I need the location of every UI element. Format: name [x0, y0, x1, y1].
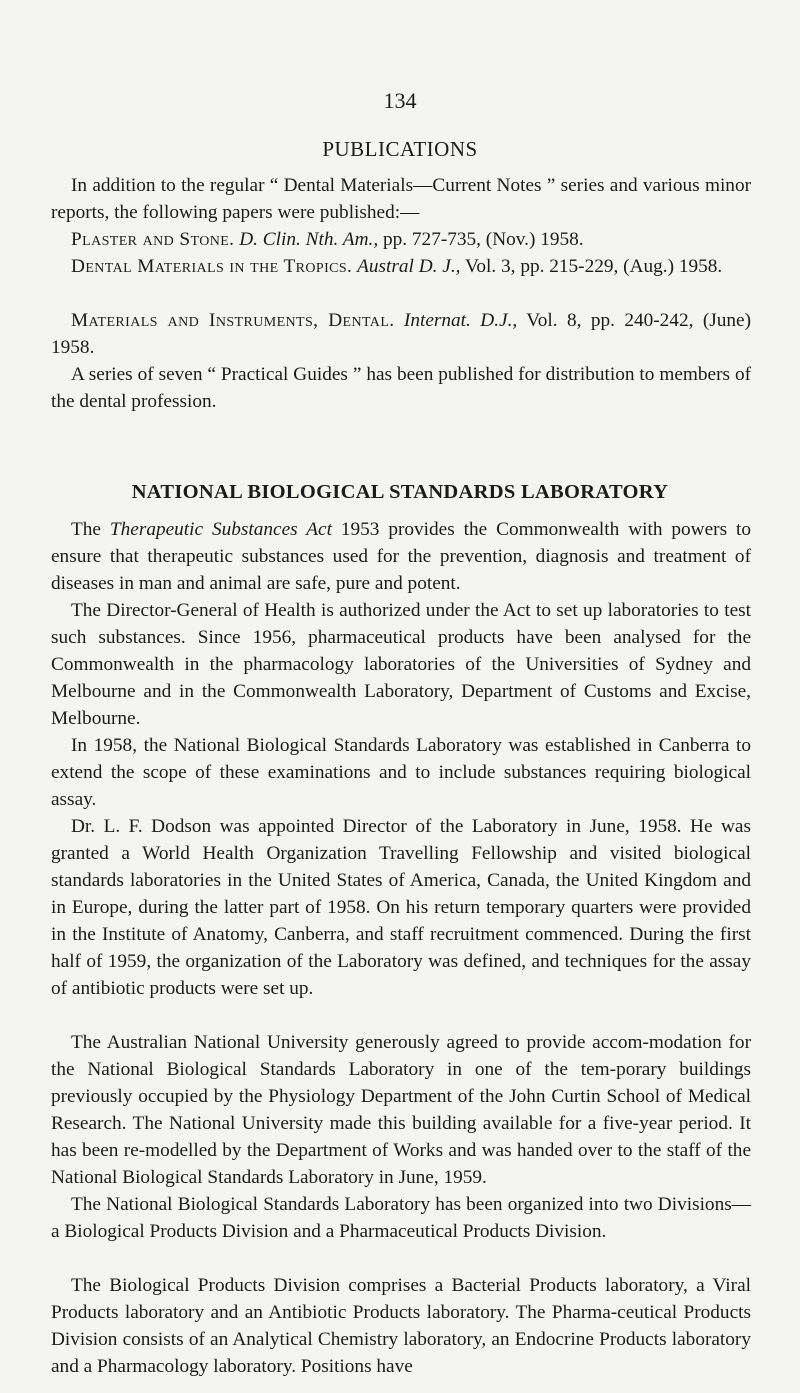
nbsl-heading: NATIONAL BIOLOGICAL STANDARDS LABORATORY: [131, 481, 669, 503]
nbsl-paragraph-4: Dr. L. F. Dodson was appointed Director of the Laboratory in June, 1958. He was granted a World Health Organization Travelling Fellowship and visited biological standards laboratories in the United States of America, Canada, the United Kingdom and in Europe, during the latter part of 1958. On his return temporary quarters were provided in the Institute of Anatomy, Canberra, and staff recruitment commenced. During the first half of 1959, the organization of the Laboratory was defined, and techniques for the assay of antibiotic products were set up.: [51, 816, 751, 999]
nbsl-paragraph-2: The Director-General of Health is authorized under the Act to set up laboratories to test such substances. Since 1956, pharmaceutical products have been analysed for the Commonwealth in the pharmacology laboratories of the Universities of Sydney and Melbourne and in the Commonwealth Laboratory, Department of Customs and Excise, Melbourne.: [51, 600, 751, 729]
publications-intro: In addition to the regular “ Dental Materials—Current Notes ” series and various minor reports, the following papers were published:—: [51, 175, 751, 223]
page-number: 134: [383, 88, 417, 113]
paper-entry: [51, 226, 751, 253]
publications-heading: PUBLICATIONS: [322, 137, 478, 161]
paper-details: pp. 727-735, (Nov.) 1958.: [382, 229, 584, 250]
paper-journal: D. Clin. Nth. Am.,: [239, 229, 379, 250]
nbsl-paragraph-7: The Biological Products Division comprises a Bacterial Products laboratory, a Viral Products laboratory and an Antibiotic Products laboratory. The Pharma-ceutical Products Division consists of an Analytical Chemistry laboratory, an Endocrine Products laboratory and a Pharmacology laboratory. Positions have: [51, 1275, 751, 1377]
paper-title: Materials and Instruments, Dental.: [71, 310, 395, 331]
paper-journal: Austral D. J.,: [357, 256, 461, 277]
paper-title: Dental Materials in the Tropics.: [71, 256, 353, 277]
act-title: Therapeutic Substances Act: [109, 519, 332, 540]
paper-details: Vol. 8, pp. 240-242, (June) 1958.: [51, 310, 751, 358]
paper-entry: [51, 307, 751, 361]
paper-title: Plaster and Stone.: [71, 229, 235, 250]
nbsl-paragraph-5: The Australian National University generously agreed to provide accom-modation for the National Biological Standards Laboratory in one of the tem-porary buildings previously occupied by the Physiology Department of the John Curtin School of Medical Research. The National University made this building available for a five-year period. It has been re-modelled by the Department of Works and was handed over to the staff of the National Biological Standards Laboratory in June, 1959.: [51, 1032, 751, 1188]
nbsl-paragraph-3: In 1958, the National Biological Standards Laboratory was established in Canberra to extend the scope of these examinations and to include substances requiring biological assay.: [51, 735, 751, 810]
nbsl-paragraph-6: The National Biological Standards Laboratory has been organized into two Divisions—a Biological Products Division and a Pharmaceutical Products Division.: [51, 1194, 751, 1242]
paper-journal: Internat. D.J.,: [403, 310, 518, 331]
nbsl-paragraph-1: The Therapeutic Substances Act 1953 provides the Commonwealth with powers to ensure that therapeutic substances used for the prevention, diagnosis and treatment of diseases in man and animal are safe, pure and potent.: [51, 519, 751, 594]
paper-entry: [51, 253, 751, 280]
guides-paragraph: A series of seven “ Practical Guides ” has been published for distribution to members of the dental profession.: [51, 364, 751, 412]
paper-details: Vol. 3, pp. 215-229, (Aug.) 1958.: [464, 256, 723, 277]
